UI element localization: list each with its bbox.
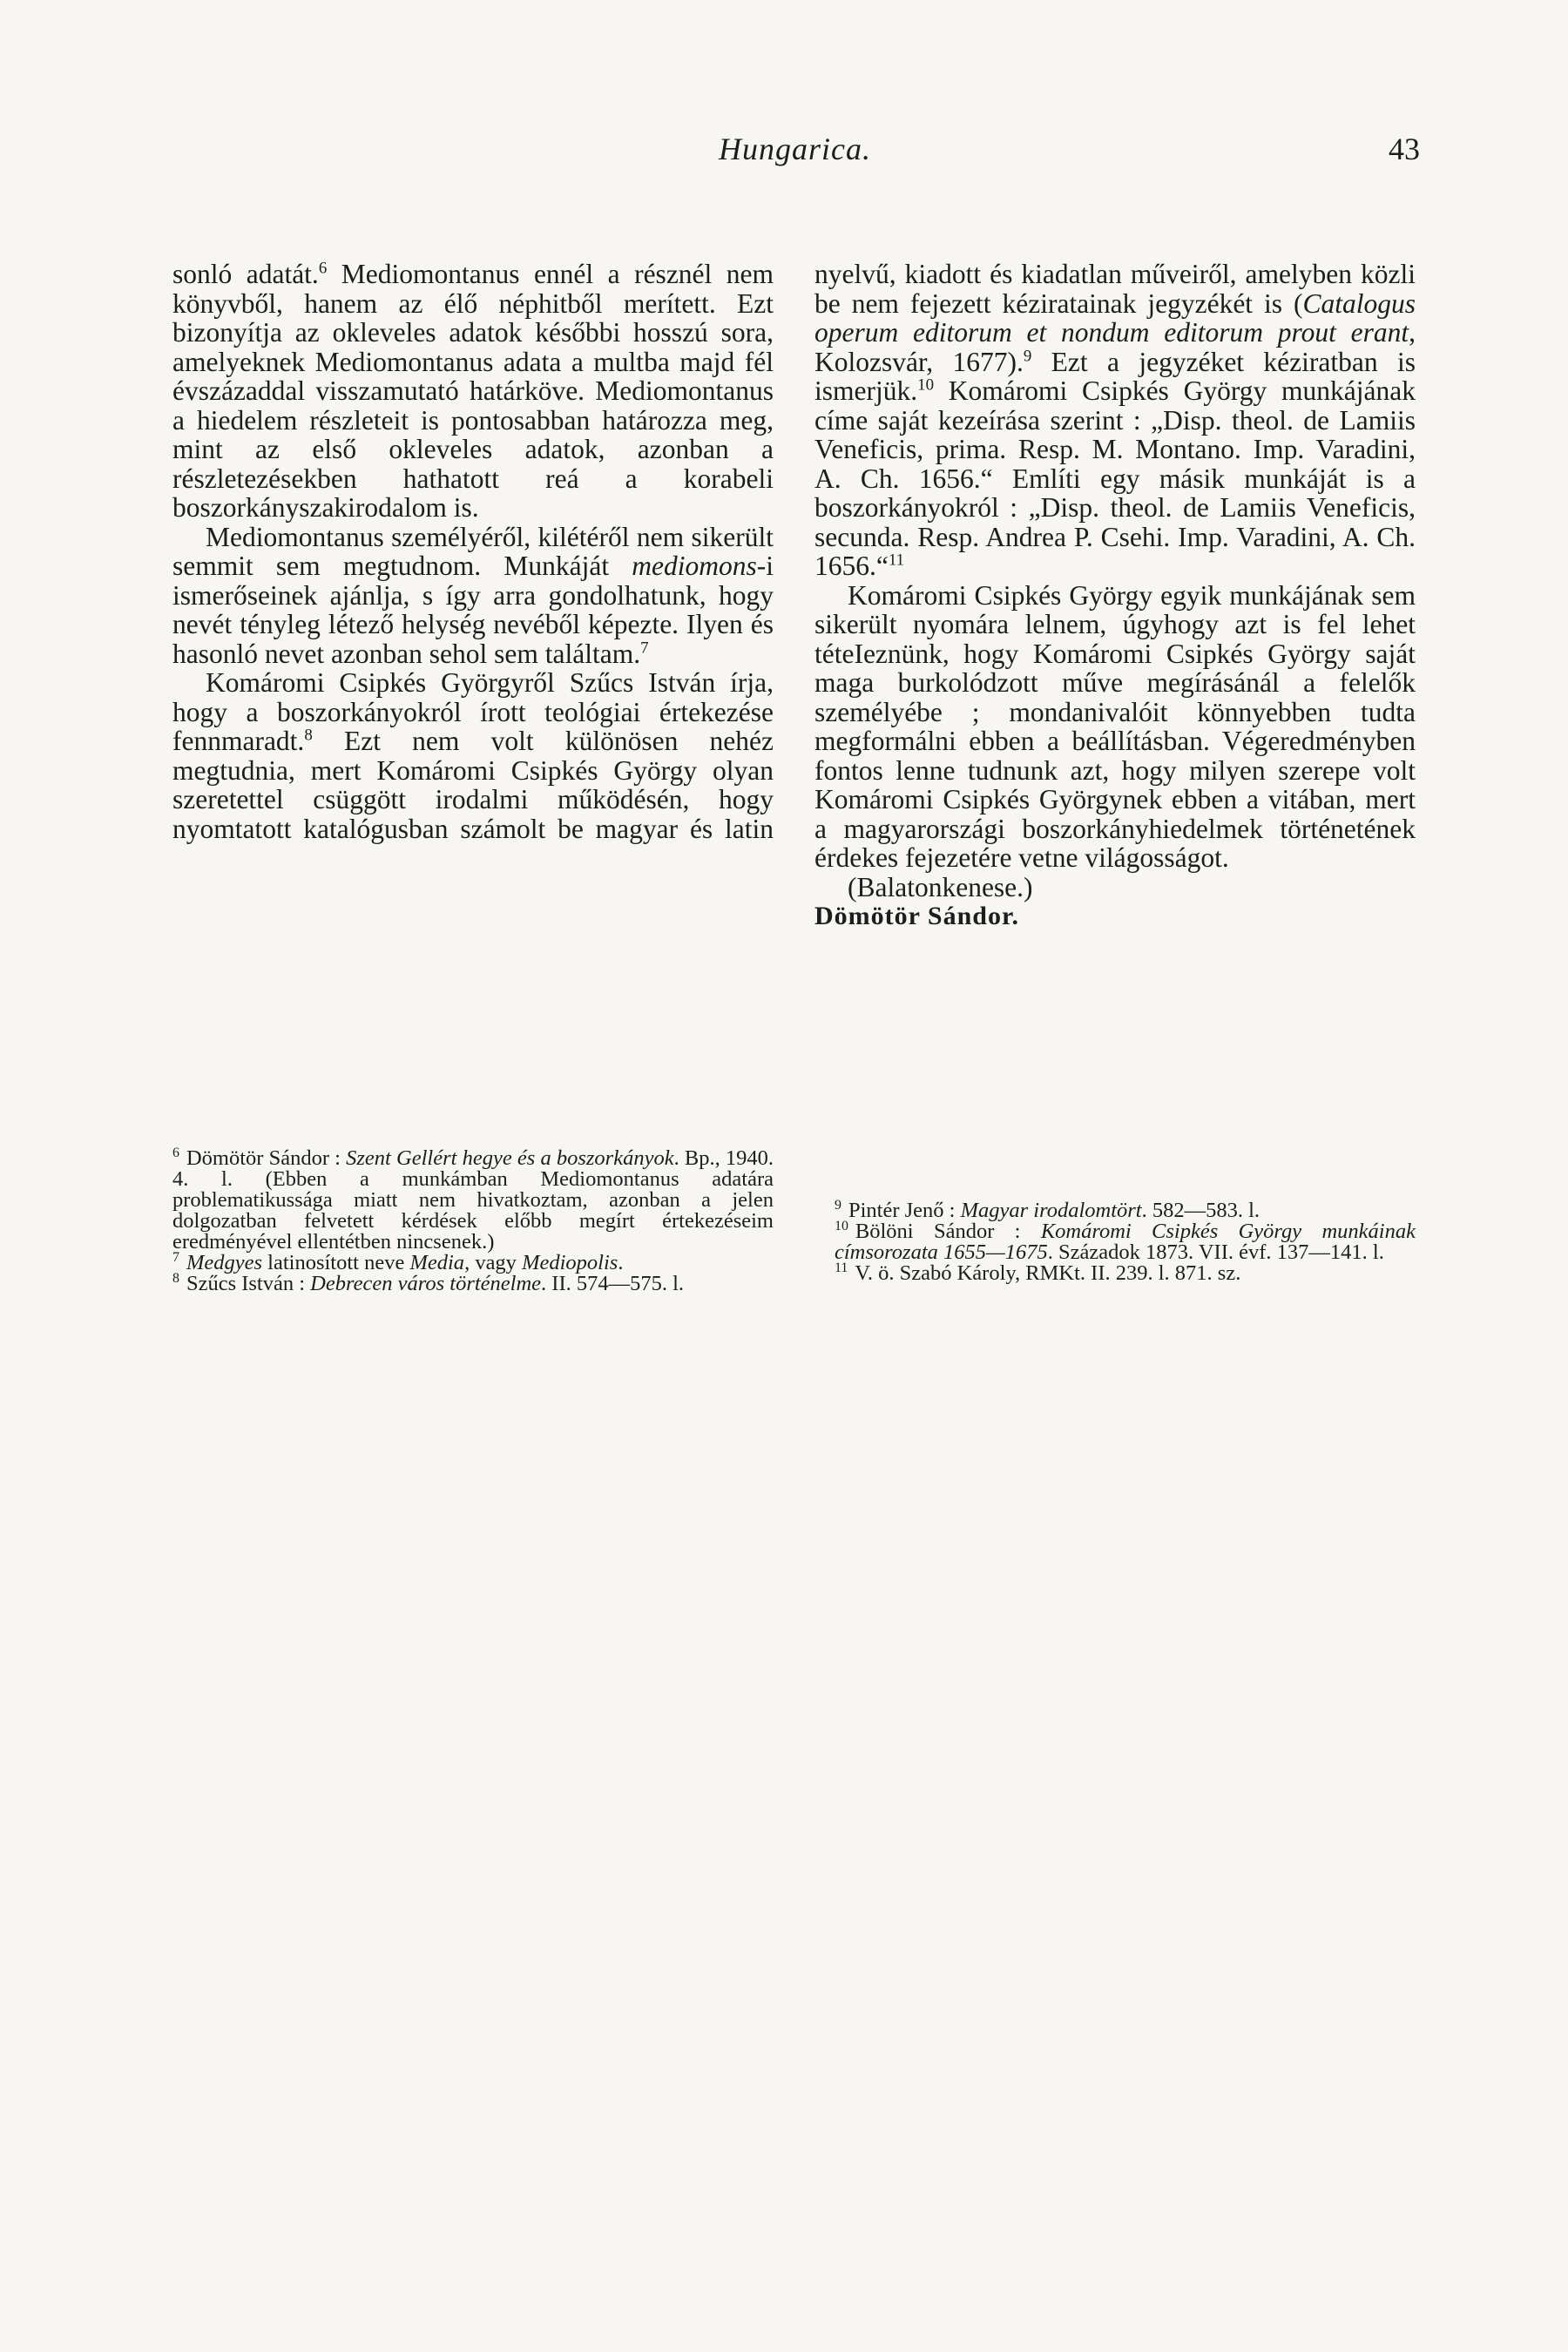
footnote-ref: 7 — [640, 639, 649, 657]
footnote: $^{10}$ Bölöni Sándor : Komáromi Csipkés György munkáinak címsorozata 1655—1675. Századok 1873. VII. évf. 137—141. l. — [835, 1218, 1416, 1264]
left-column-text — [172, 260, 774, 843]
footnotes-right — [835, 1197, 1416, 1285]
footnote: $^6$ Dömötör Sándor : Szent Gellért hegye és a boszorkányok. Bp., 1940. 4. l. (Ebben a munkámban Mediomontanus adatára problematikussága miatt nem hivatkoztam, azonban a jelen dolgozatban felvetett kérdések előbb megírt értekezéseim eredményével ellentétben nincsenek.) — [172, 1145, 774, 1254]
footnote-ref: 11 — [888, 551, 905, 570]
page-number: 43 — [1389, 132, 1420, 166]
footnote: $^8$ Szűcs István : Debrecen város történelme. II. 574—575. l. — [172, 1270, 685, 1295]
paragraph: Komáromi Csipkés Györgyről Szűcs István írja, hogy a boszorkányokról írott teológiai értekezése fennmaradt.$^8$ Ezt nem volt különösen nehéz megtudnia, mert Komáromi Csipkés György olyan szeretettel csüggött irodalmi működésén, hogy nyomtatott katalógusban számolt be magyar és latin — [172, 667, 774, 844]
paragraph: nyelvű, kiadott és kiadatlan műveiről, amelyben közli be nem fejezett kéziratainak jegyzékét is (Catalogus operum editorum et nondum editorum prout erant, Kolozsvár, 1677).$^9$ Ezt a jegyzéket kéziratban is ismerjük.$^{10}$ Komáromi Csipkés György munkájának címe saját kezeírása szerint : „Disp. theol. de Lamiis Veneficis, prima. Resp. M. Montano. Imp. Varadini, A. Ch. 1656.“ Említi egy másik munkáját is a boszorkányokról : „Disp. theol. de Lamiis Veneficis, secunda. Resp. Andrea P. Csehi. Imp. Varadini, A. Ch. 1656.“$^{11}$ — [814, 259, 1416, 581]
footnote-ref: 8 — [304, 726, 313, 745]
footnotes-left — [172, 1145, 774, 1295]
running-head-title: Hungarica. — [719, 132, 871, 166]
footnote: $^{11}$ V. ö. Szabó Károly, RMKt. II. 239. l. 871. sz. — [835, 1260, 1241, 1285]
right-column-text — [814, 260, 1416, 931]
footnote-ref: 10 — [917, 375, 935, 395]
footnote: $^9$ Pintér Jenő : Magyar irodalomtört. 582—583. l. — [835, 1197, 1260, 1222]
paragraph: sonló adatát.$^6$ Mediomontanus ennél a résznél nem könyvből, hanem az élő néphitből merített. Ezt bizonyítja az okleveles adatok későbbi hosszú sora, amelyeknek Mediomontanus adata a multba majd fél évszázaddal visszamutató határköve. Mediomontanus a hiedelem részleteit is pontosabban határozza meg, mint az első okleveles adatok, azonban a részletezésekben hathatott reá a korabeli boszorkányszakirodalom is. — [172, 259, 774, 523]
left-column — [172, 260, 774, 843]
paragraph: Komáromi Csipkés György egyik munkájának sem sikerült nyomára lelnem, úgyhogy azt is fel lehet téteIeznünk, hogy Komáromi Csipkés György saját maga burkolódzott műve megírásánál a felelők személyébe ; mondanivalóit könnyebben tudta megformálni ebben a beállításban. Végeredményben fontos lenne tudnunk azt, hogy milyen szerepe volt Komáromi Csipkés Györgynek ebben a vitában, mert a magyarországi boszorkányhiedelmek történetének érdekes fejezetére vetne világosságot. — [814, 579, 1416, 873]
place-line: (Balatonkenese.) — [848, 871, 1033, 902]
paragraph: Mediomontanus személyéről, kilétéről nem sikerült semmit sem megtudnom. Munkáját mediomons-i ismerőseinek ajánlja, s így arra gondolhatunk, hogy nevét tényleg létező helység nevéből képezte. Ilyen és hasonló nevet azonban sehol sem találtam.$^7$ — [172, 521, 774, 669]
author-signature: Dömötör Sándor. — [814, 902, 1020, 930]
right-column — [814, 260, 1416, 931]
footnote: $^7$ Medgyes latinosított neve Media, vagy Mediopolis. — [172, 1249, 624, 1274]
footnote-ref: 9 — [1023, 347, 1032, 365]
footnote-ref: 6 — [318, 259, 328, 278]
running-head — [166, 131, 1420, 183]
